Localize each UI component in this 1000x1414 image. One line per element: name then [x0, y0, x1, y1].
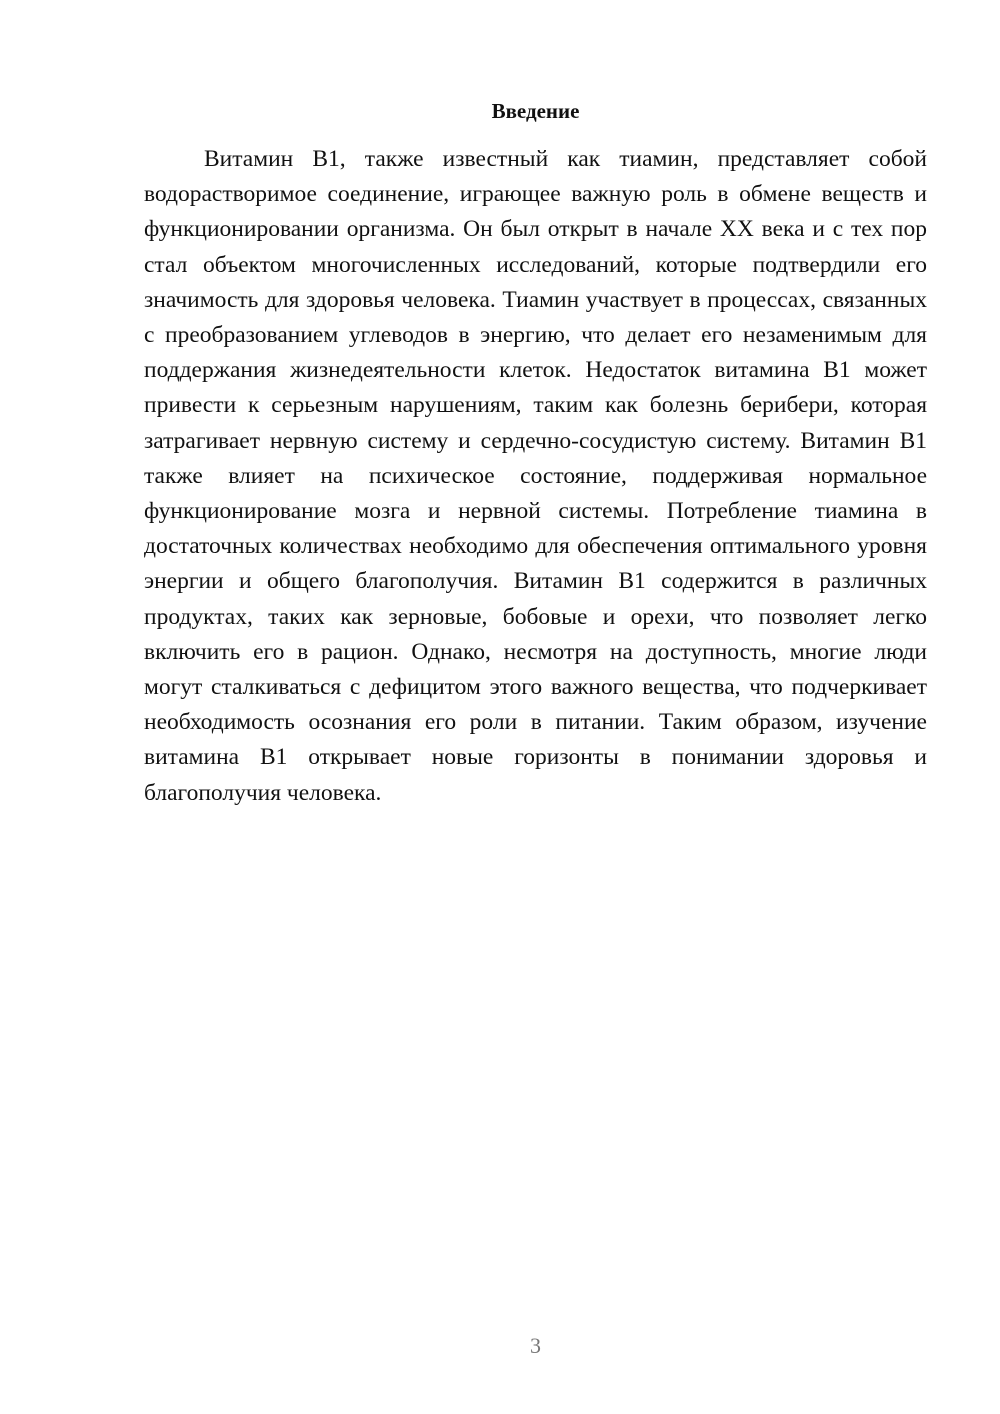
body-paragraph: Витамин B1, также известный как тиамин, представляет собой водорастворимое соединение, играющее важную роль в обмене веществ и функционировании организма. Он был открыт в начале XX века и с тех пор стал объектом многочисленных исследований, которые подтвердили его значимость для здоровья человека. Тиамин участвует в процессах, связанных с преобразованием углеводов в энергию, что делает его незаменимым для поддержания жизнедеятельности клеток. Недостаток витамина B1 может привести к серьезным нарушениям, таким как болезнь берибери, которая затрагивает нервную систему и сердечно-сосудистую систему. Витамин B1 также влияет на психическое состояние, поддерживая нормальное функционирование мозга и нервной системы. Потребление тиамина в достаточных количествах необходимо для обеспечения оптимального уровня энергии и общего благополучия. Витамин B1 содержится в различных продуктах, таких как зерновые, бобовые и орехи, что позволяет легко включить его в рацион. Однако, несмотря на доступность, многие люди могут сталкиваться с дефицитом этого важного вещества, что подчеркивает необходимость осознания его роли в питании. Таким образом, изучение витамина B1 открывает новые горизонты в понимании здоровья и благополучия человека. — [144, 146, 927, 806]
section-heading: Введение — [491, 99, 580, 123]
page-number: 3 — [530, 1333, 541, 1358]
